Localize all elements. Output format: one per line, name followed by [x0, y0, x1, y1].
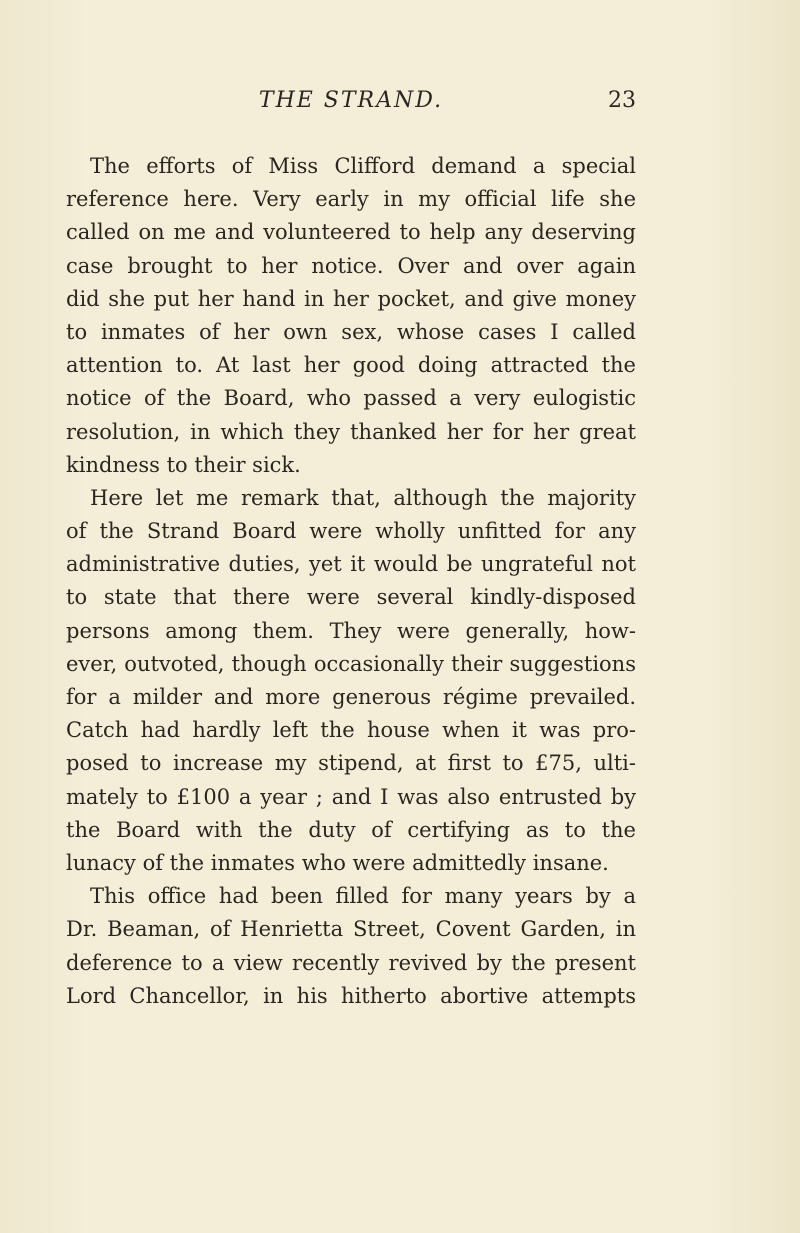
paragraph-line: case brought to her notice. Over and over again — [66, 253, 636, 278]
paragraph-line: lunacy of the inmates who were admittedly insane. — [66, 850, 609, 875]
paragraph-line: The efforts of Miss Clifford demand a special — [90, 154, 636, 178]
paragraph-line: attention to. At last her good doing attracted the — [66, 353, 636, 378]
paragraph-line: of the Strand Board were wholly unfitted for any — [66, 519, 636, 544]
paragraph-line: ever, outvoted, though occasionally their suggestions — [66, 651, 636, 676]
paragraph-line: for a milder and more generous régime prevailed. — [66, 685, 636, 709]
paragraph-line: Here let me remark that, although the majority — [90, 485, 636, 510]
paragraph-line: notice of the Board, who passed a very eulogistic — [66, 386, 636, 411]
paragraph-line: kindness to their sick. — [66, 452, 301, 477]
paragraph-line: mately to £100 a year ; and I was also entrusted by — [66, 784, 636, 809]
body-text — [66, 150, 636, 1013]
paragraph-line: This office had been filled for many years by a — [90, 884, 636, 909]
paragraph-line: to inmates of her own sex, whose cases I called — [66, 319, 636, 344]
page-number: 23 — [608, 88, 636, 113]
paragraph-line: Catch had hardly left the house when it was pro- — [66, 718, 636, 743]
paragraph-line: reference here. Very early in my official life she — [66, 187, 636, 212]
paragraph-line: the Board with the duty of certifying as to the — [66, 817, 636, 842]
page-header — [66, 88, 636, 122]
paragraph-line: deference to a view recently revived by the present — [66, 950, 636, 975]
paragraph-line: to state that there were several kindly-disposed — [66, 585, 636, 610]
paragraph-line: Lord Chancellor, in his hitherto abortive attempts — [66, 983, 636, 1008]
paragraph-line: called on me and volunteered to help any deserving — [66, 220, 636, 245]
paragraph-line: did she put her hand in her pocket, and give money — [66, 286, 636, 311]
paragraph-line: administrative duties, yet it would be ungrateful not — [66, 552, 636, 577]
paragraph-line: resolution, in which they thanked her for her great — [66, 419, 636, 444]
paragraph-line: persons among them. They were generally, how- — [66, 618, 636, 643]
running-head: THE STRAND. — [258, 88, 444, 113]
paragraph-line: Dr. Beaman, of Henrietta Street, Covent Garden, in — [66, 917, 636, 942]
paragraph-line: posed to increase my stipend, at first to £75, ulti- — [66, 751, 636, 776]
